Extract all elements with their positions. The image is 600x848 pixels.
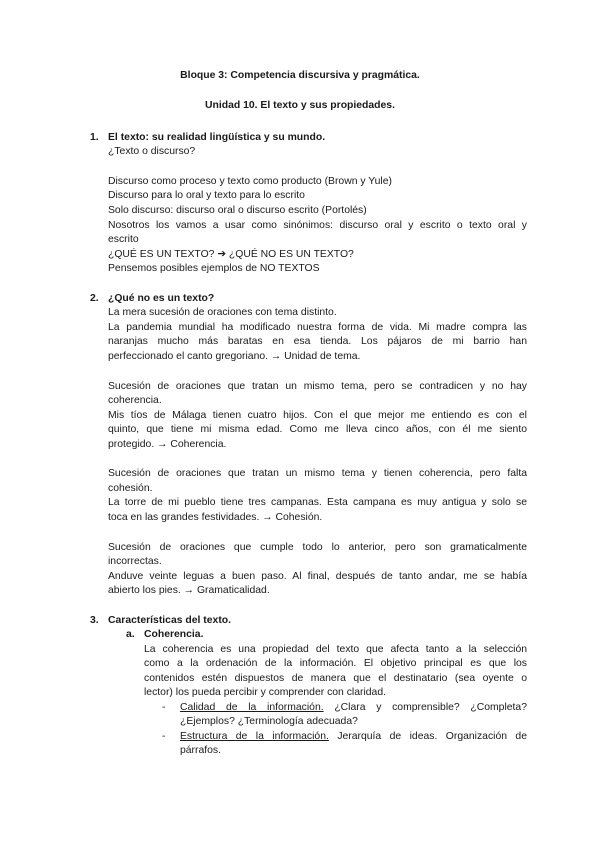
section-2-line: cohesión. [108, 483, 153, 494]
unit-heading: Unidad 10. El texto y sus propiedades. [205, 100, 395, 111]
section-1-line: Discurso como proceso y texto como producto (Brown y Yule) [108, 176, 392, 187]
bullet-calidad-label: Calidad de la información. [180, 702, 324, 713]
subsection-a-line: como a la ordenación de la información. El objetivo principal es que los [144, 658, 527, 669]
section-2-line: La mera sucesión de oraciones con tema distinto. [108, 307, 337, 318]
block-heading: Bloque 3: Competencia discursiva y pragmática. [180, 70, 420, 81]
bullet-estructura [180, 730, 527, 744]
section-2-line: naranjas mucho más baratas en esa tienda. Los pájaros de mi barrio han [108, 336, 527, 347]
subsection-a-title: Coherencia. [144, 629, 204, 640]
subsection-a-line: contenidos estén dispuestos de manera que el destinatario (sea oyente o [144, 673, 527, 684]
section-2-line: abierto los pies. → Gramaticalidad. [108, 585, 270, 596]
section-2-line: toca en las grandes festividades. → Cohesión. [108, 512, 323, 523]
section-1-line: Nosotros los vamos a usar como sinónimos: discurso oral y escrito o texto oral y [108, 220, 527, 231]
bullet-dash: - [162, 702, 166, 713]
section-2-title: ¿Qué no es un texto? [108, 293, 215, 304]
section-1-line: ¿QUÉ ES UN TEXTO? ➔ ¿QUÉ NO ES UN TEXTO? [108, 249, 354, 260]
subsection-a-letter: a. [126, 629, 135, 640]
section-2-line: quinto, que tiene mi misma edad. Como me lleva cinco años, con él me siento [108, 424, 527, 435]
section-3-number: 3. [90, 615, 99, 626]
bullet-calidad-text: ¿Clara y comprensible? ¿Completa? [323, 702, 527, 713]
section-1-line: Solo discurso: discurso oral o discurso escrito (Portolés) [108, 205, 367, 216]
section-3-title: Características del texto. [108, 615, 232, 626]
subsection-a-line: La coherencia es una propiedad del texto que afecta tanto a la selección [144, 644, 527, 655]
bullet-estructura-text: Jerarquía de ideas. Organización de [328, 731, 527, 742]
section-2-line: La torre de mi pueblo tiene tres campanas. Esta campana es muy antigua y solo se [108, 497, 527, 508]
section-2-number: 2. [90, 293, 99, 304]
bullet-estructura-label: Estructura de la información. [180, 731, 329, 742]
section-2-line: perfeccionado el canto gregoriano. → Unidad de tema. [108, 351, 361, 362]
section-1-question: ¿Texto o discurso? [108, 146, 196, 157]
section-2-line: protegido. → Coherencia. [108, 439, 227, 450]
section-2-line: Sucesión de oraciones que cumple todo lo anterior, pero son gramaticalmente [108, 542, 527, 553]
bullet-calidad-line: ¿Ejemplos? ¿Terminología adecuada? [180, 716, 358, 727]
section-2-line: La pandemia mundial ha modificado nuestra forma de vida. Mi madre compra las [108, 322, 527, 333]
bullet-calidad [180, 701, 527, 715]
bullet-estructura-line: párrafos. [180, 745, 222, 756]
section-2-line: incorrectas. [108, 556, 162, 567]
section-1-line: Discurso para lo oral y texto para lo escrito [108, 190, 305, 201]
section-2-line: Anduve veinte leguas a buen paso. Al final, después de tanto andar, me se había [108, 571, 527, 582]
bullet-dash: - [162, 731, 166, 742]
section-1-line: escrito [108, 234, 139, 245]
section-2-line: Mis tíos de Málaga tienen cuatro hijos. Con el que mejor me entiendo es con el [108, 410, 527, 421]
section-2-line: Sucesión de oraciones que tratan un mismo tema y tienen coherencia, pero falta [108, 468, 527, 479]
section-1-line: Pensemos posibles ejemplos de NO TEXTOS [108, 263, 320, 274]
section-1-number: 1. [90, 132, 99, 143]
section-2-line: coherencia. [108, 395, 162, 406]
section-1-title: El texto: su realidad lingüística y su mundo. [108, 132, 326, 143]
section-2-line: Sucesión de oraciones que tratan un mismo tema, pero se contradicen y no hay [108, 381, 527, 392]
subsection-a-line: lector) los pueda percibir y comprender con claridad. [144, 687, 386, 698]
